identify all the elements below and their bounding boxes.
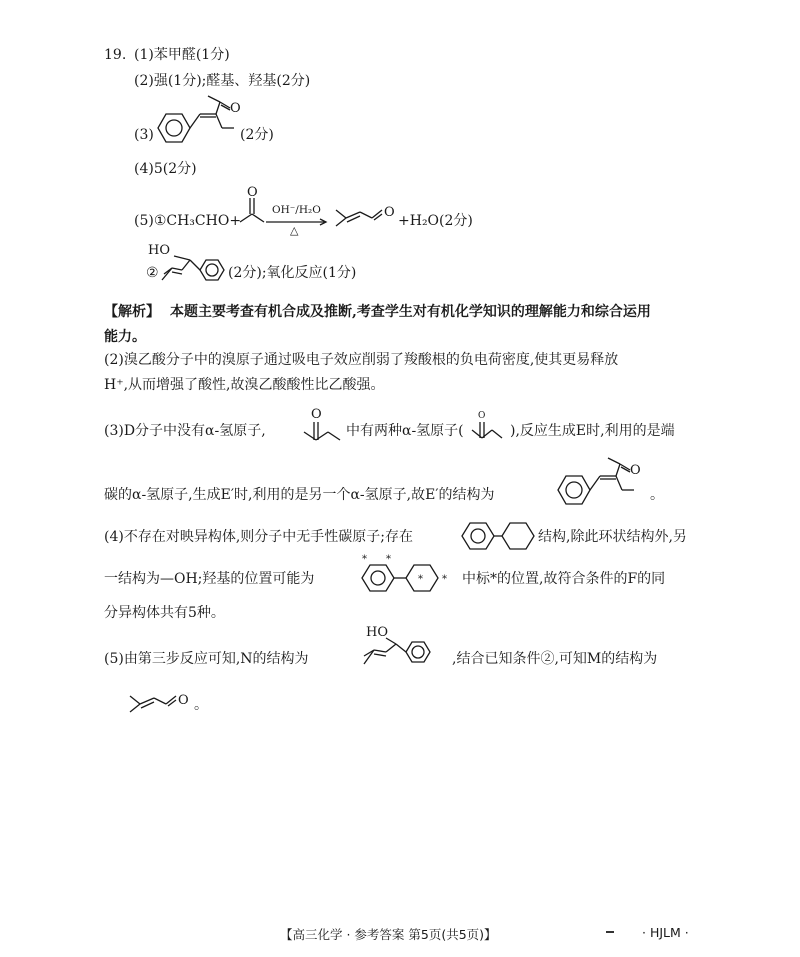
analysis-3-line2: 碳的α-氢原子,生成E′时,利用的是另一个α-氢原子,故E′的结构为 [104, 487, 495, 503]
analysis-heading: 【解析】 [104, 304, 160, 320]
ho-label: HO [366, 625, 388, 640]
analysis-5-end: 。 [194, 697, 208, 713]
structure-phenylcyclohexane [456, 518, 540, 558]
oxygen-label: O [230, 101, 241, 116]
analysis-4-line2-b: 中标*的位置,故符合条件的F的同 [462, 571, 666, 587]
ho-label: HO [148, 243, 170, 258]
answer-part-1: (1)苯甲醛(1分) [134, 47, 230, 63]
analysis-4-b: 结构,除此环状结构外,另 [538, 529, 687, 545]
star-mark: * [442, 574, 447, 585]
analysis-3-c: ),反应生成E时,利用的是端 [510, 423, 675, 439]
analysis-5-a: (5)由第三步反应可知,N的结构为 [104, 651, 309, 667]
analysis-5-b: ,结合已知条件②,可知M的结构为 [452, 651, 658, 667]
analysis-4-line2-a: 一结构为—OH;羟基的位置可能为 [104, 571, 315, 587]
answer-part-2: (2)强(1分);醛基、羟基(2分) [134, 73, 311, 89]
star-mark: * [362, 554, 367, 565]
analysis-intro-line1: 本题主要考查有机合成及推断,考查学生对有机化学知识的理解能力和综合运用 [170, 304, 651, 320]
question-number: 19. [104, 47, 127, 63]
analysis-2-line1: (2)溴乙酸分子中的溴原子通过吸电子效应削弱了羧酸根的负电荷密度,使其更易释放 [104, 352, 619, 368]
footer-code: · HJLM · [642, 925, 689, 940]
structure-m [124, 682, 204, 718]
star-mark: * [386, 554, 391, 565]
oxygen-label: O [630, 463, 641, 478]
condition-top: OH⁻/H₂O [272, 204, 321, 216]
analysis-3-b: 中有两种α-氢原子( [346, 423, 464, 439]
structure-e-prime-enone [150, 92, 240, 148]
oxygen-label: O [247, 185, 258, 200]
oxygen-label: O [178, 693, 189, 708]
answer-part-5-2-tail: (2分);氧化反应(1分) [228, 265, 357, 281]
analysis-4-a: (4)不存在对映异构体,则分子中无手性碳原子;存在 [104, 529, 413, 545]
structure-e-prime-analysis [550, 452, 646, 508]
footer-dash [606, 931, 614, 933]
analysis-3-end: 。 [650, 487, 664, 503]
oxygen-label: O [311, 407, 322, 422]
analysis-intro-line2: 能力。 [104, 329, 146, 345]
answer-part-5-2-label: ② [146, 265, 159, 281]
reaction-arrow [266, 218, 332, 226]
answer-part-5-1-tail: +H₂O(2分) [398, 213, 473, 229]
structure-butanone [300, 404, 350, 446]
structure-hydroxyl-positions [356, 552, 466, 600]
oxygen-label: O [384, 205, 395, 220]
structure-n [358, 622, 450, 672]
star-mark: * [418, 574, 423, 585]
analysis-2-line2: H⁺,从而增强了酸性,故溴乙酸酸性比乙酸强。 [104, 377, 385, 393]
page-footer: 【高三化学 · 参考答案 第5页(共5页)】 [280, 927, 497, 942]
structure-butanone-alpha [468, 404, 508, 446]
structure-product-enal [332, 196, 402, 230]
answer-part-3-label: (3) [134, 127, 154, 143]
analysis-3-a: (3)D分子中没有α-氢原子, [104, 423, 266, 439]
structure-n-alcohol [144, 240, 234, 290]
oxygen-label: O [478, 411, 486, 421]
answer-part-4: (4)5(2分) [134, 161, 197, 177]
answer-part-5-1-label: (5)①CH₃CHO+ [134, 213, 242, 229]
analysis-4-line3: 分异构体共有5种。 [104, 605, 225, 621]
answer-part-3-score: (2分) [240, 127, 274, 143]
condition-bottom: △ [290, 224, 299, 237]
